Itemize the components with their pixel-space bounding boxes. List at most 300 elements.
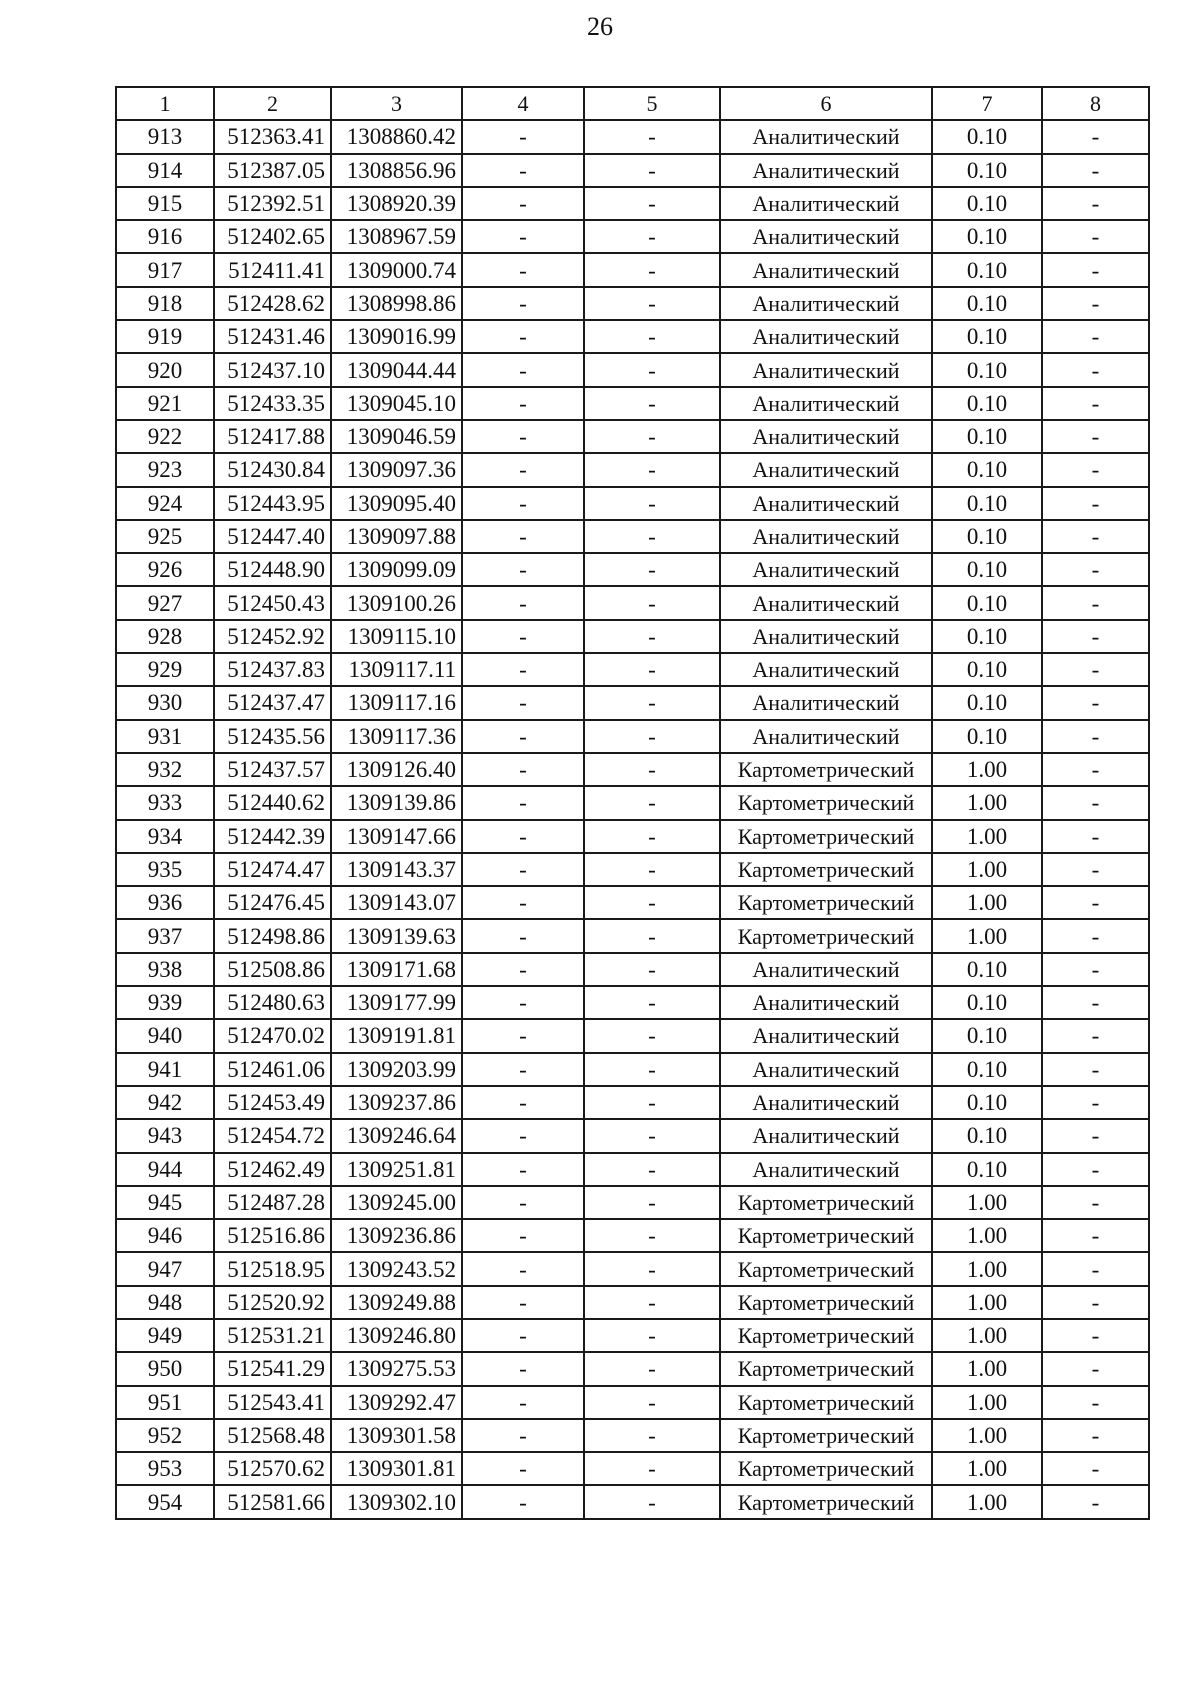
cell-col-4: - bbox=[462, 1219, 584, 1252]
cell-coord-x: 512450.43 bbox=[214, 586, 331, 619]
cell-coord-y: 1309301.58 bbox=[331, 1419, 462, 1452]
cell-accuracy: 1.00 bbox=[932, 1186, 1042, 1219]
cell-accuracy: 0.10 bbox=[932, 986, 1042, 1019]
cell-accuracy: 1.00 bbox=[932, 1252, 1042, 1285]
cell-col-8: - bbox=[1042, 1485, 1149, 1518]
cell-col-4: - bbox=[462, 1352, 584, 1385]
cell-coord-x: 512437.47 bbox=[214, 686, 331, 719]
cell-col-8: - bbox=[1042, 420, 1149, 453]
cell-coord-x: 512498.86 bbox=[214, 919, 331, 952]
cell-coord-y: 1309044.44 bbox=[331, 353, 462, 386]
cell-coord-y: 1309097.88 bbox=[331, 520, 462, 553]
cell-accuracy: 0.10 bbox=[932, 287, 1042, 320]
cell-point-number: 939 bbox=[116, 986, 214, 1019]
cell-col-8: - bbox=[1042, 1386, 1149, 1419]
cell-method: Аналитический bbox=[720, 453, 932, 486]
header-cell: 8 bbox=[1042, 87, 1149, 120]
cell-col-8: - bbox=[1042, 1019, 1149, 1052]
cell-accuracy: 0.10 bbox=[932, 1119, 1042, 1152]
cell-coord-x: 512476.45 bbox=[214, 886, 331, 919]
cell-method: Аналитический bbox=[720, 586, 932, 619]
table-row bbox=[116, 919, 1149, 952]
coordinates-table bbox=[115, 86, 1150, 1520]
cell-accuracy: 0.10 bbox=[932, 387, 1042, 420]
cell-col-4: - bbox=[462, 853, 584, 886]
cell-point-number: 947 bbox=[116, 1252, 214, 1285]
cell-col-5: - bbox=[584, 253, 720, 286]
cell-col-5: - bbox=[584, 1419, 720, 1452]
cell-coord-x: 512453.49 bbox=[214, 1086, 331, 1119]
cell-method: Картометрический bbox=[720, 1485, 932, 1518]
cell-coord-y: 1308856.96 bbox=[331, 154, 462, 187]
table-row bbox=[116, 786, 1149, 819]
cell-point-number: 929 bbox=[116, 653, 214, 686]
cell-accuracy: 0.10 bbox=[932, 553, 1042, 586]
cell-method: Картометрический bbox=[720, 919, 932, 952]
cell-col-8: - bbox=[1042, 353, 1149, 386]
cell-point-number: 938 bbox=[116, 953, 214, 986]
cell-col-8: - bbox=[1042, 1286, 1149, 1319]
table-row bbox=[116, 1419, 1149, 1452]
cell-point-number: 930 bbox=[116, 686, 214, 719]
cell-accuracy: 1.00 bbox=[932, 853, 1042, 886]
table-row bbox=[116, 1386, 1149, 1419]
cell-col-8: - bbox=[1042, 1053, 1149, 1086]
cell-coord-x: 512411.41 bbox=[214, 253, 331, 286]
cell-accuracy: 0.10 bbox=[932, 1053, 1042, 1086]
cell-method: Аналитический bbox=[720, 620, 932, 653]
table-row bbox=[116, 253, 1149, 286]
cell-point-number: 914 bbox=[116, 154, 214, 187]
cell-method: Аналитический bbox=[720, 287, 932, 320]
cell-col-8: - bbox=[1042, 753, 1149, 786]
cell-coord-x: 512428.62 bbox=[214, 287, 331, 320]
cell-method: Аналитический bbox=[720, 553, 932, 586]
cell-point-number: 932 bbox=[116, 753, 214, 786]
table-row bbox=[116, 1119, 1149, 1152]
cell-accuracy: 0.10 bbox=[932, 420, 1042, 453]
cell-point-number: 921 bbox=[116, 387, 214, 420]
cell-point-number: 944 bbox=[116, 1153, 214, 1186]
cell-point-number: 943 bbox=[116, 1119, 214, 1152]
cell-col-4: - bbox=[462, 720, 584, 753]
cell-coord-x: 512448.90 bbox=[214, 553, 331, 586]
cell-point-number: 953 bbox=[116, 1452, 214, 1485]
table-row bbox=[116, 1019, 1149, 1052]
cell-col-5: - bbox=[584, 1219, 720, 1252]
cell-coord-x: 512402.65 bbox=[214, 220, 331, 253]
header-cell: 2 bbox=[214, 87, 331, 120]
cell-col-5: - bbox=[584, 1286, 720, 1319]
table-row bbox=[116, 1252, 1149, 1285]
cell-coord-y: 1309117.36 bbox=[331, 720, 462, 753]
cell-point-number: 936 bbox=[116, 886, 214, 919]
table-row bbox=[116, 620, 1149, 653]
cell-coord-y: 1309095.40 bbox=[331, 487, 462, 520]
cell-col-4: - bbox=[462, 287, 584, 320]
table-row bbox=[116, 420, 1149, 453]
header-cell: 5 bbox=[584, 87, 720, 120]
header-cell: 1 bbox=[116, 87, 214, 120]
cell-col-4: - bbox=[462, 1485, 584, 1518]
cell-point-number: 926 bbox=[116, 553, 214, 586]
cell-coord-y: 1309251.81 bbox=[331, 1153, 462, 1186]
cell-coord-x: 512437.10 bbox=[214, 353, 331, 386]
cell-col-4: - bbox=[462, 1386, 584, 1419]
cell-method: Аналитический bbox=[720, 520, 932, 553]
cell-point-number: 945 bbox=[116, 1186, 214, 1219]
cell-col-4: - bbox=[462, 353, 584, 386]
cell-col-5: - bbox=[584, 1252, 720, 1285]
cell-method: Аналитический bbox=[720, 1086, 932, 1119]
cell-method: Картометрический bbox=[720, 1352, 932, 1385]
cell-method: Аналитический bbox=[720, 220, 932, 253]
cell-point-number: 954 bbox=[116, 1485, 214, 1518]
cell-col-8: - bbox=[1042, 820, 1149, 853]
cell-col-5: - bbox=[584, 953, 720, 986]
cell-col-4: - bbox=[462, 1053, 584, 1086]
cell-col-5: - bbox=[584, 853, 720, 886]
cell-method: Картометрический bbox=[720, 1286, 932, 1319]
cell-method: Аналитический bbox=[720, 653, 932, 686]
cell-coord-y: 1309246.80 bbox=[331, 1319, 462, 1352]
cell-col-5: - bbox=[584, 1319, 720, 1352]
table-row bbox=[116, 820, 1149, 853]
cell-point-number: 946 bbox=[116, 1219, 214, 1252]
cell-coord-y: 1309139.86 bbox=[331, 786, 462, 819]
cell-col-8: - bbox=[1042, 287, 1149, 320]
cell-col-5: - bbox=[584, 1386, 720, 1419]
cell-col-5: - bbox=[584, 487, 720, 520]
table-row bbox=[116, 886, 1149, 919]
cell-coord-x: 512363.41 bbox=[214, 120, 331, 153]
cell-col-4: - bbox=[462, 1153, 584, 1186]
table-row bbox=[116, 353, 1149, 386]
table-row bbox=[116, 187, 1149, 220]
cell-col-4: - bbox=[462, 420, 584, 453]
cell-coord-y: 1309115.10 bbox=[331, 620, 462, 653]
cell-coord-x: 512435.56 bbox=[214, 720, 331, 753]
cell-coord-x: 512461.06 bbox=[214, 1053, 331, 1086]
cell-col-8: - bbox=[1042, 1219, 1149, 1252]
cell-col-4: - bbox=[462, 820, 584, 853]
cell-col-8: - bbox=[1042, 120, 1149, 153]
cell-col-4: - bbox=[462, 1452, 584, 1485]
cell-coord-y: 1309100.26 bbox=[331, 586, 462, 619]
cell-col-5: - bbox=[584, 420, 720, 453]
cell-point-number: 913 bbox=[116, 120, 214, 153]
table-body bbox=[116, 120, 1149, 1518]
header-cell: 4 bbox=[462, 87, 584, 120]
page-number: 26 bbox=[587, 12, 613, 41]
cell-method: Аналитический bbox=[720, 420, 932, 453]
cell-col-5: - bbox=[584, 720, 720, 753]
cell-col-4: - bbox=[462, 520, 584, 553]
cell-coord-y: 1309117.16 bbox=[331, 686, 462, 719]
cell-point-number: 941 bbox=[116, 1053, 214, 1086]
cell-method: Аналитический bbox=[720, 120, 932, 153]
cell-coord-y: 1309143.07 bbox=[331, 886, 462, 919]
cell-accuracy: 0.10 bbox=[932, 353, 1042, 386]
table-row bbox=[116, 753, 1149, 786]
cell-method: Картометрический bbox=[720, 1219, 932, 1252]
cell-coord-x: 512487.28 bbox=[214, 1186, 331, 1219]
cell-coord-y: 1309097.36 bbox=[331, 453, 462, 486]
cell-coord-y: 1309177.99 bbox=[331, 986, 462, 1019]
table-row bbox=[116, 1286, 1149, 1319]
cell-coord-y: 1308860.42 bbox=[331, 120, 462, 153]
cell-accuracy: 0.10 bbox=[932, 154, 1042, 187]
table-row bbox=[116, 1053, 1149, 1086]
cell-col-4: - bbox=[462, 753, 584, 786]
table-row bbox=[116, 520, 1149, 553]
table-row bbox=[116, 1153, 1149, 1186]
cell-coord-x: 512443.95 bbox=[214, 487, 331, 520]
cell-col-8: - bbox=[1042, 1153, 1149, 1186]
cell-method: Аналитический bbox=[720, 1053, 932, 1086]
cell-coord-y: 1309275.53 bbox=[331, 1352, 462, 1385]
cell-coord-y: 1309099.09 bbox=[331, 553, 462, 586]
cell-col-5: - bbox=[584, 686, 720, 719]
cell-accuracy: 0.10 bbox=[932, 720, 1042, 753]
cell-method: Картометрический bbox=[720, 1452, 932, 1485]
header-cell: 3 bbox=[331, 87, 462, 120]
cell-method: Аналитический bbox=[720, 1019, 932, 1052]
cell-coord-y: 1309143.37 bbox=[331, 853, 462, 886]
cell-point-number: 923 bbox=[116, 453, 214, 486]
cell-col-4: - bbox=[462, 1286, 584, 1319]
cell-coord-y: 1308967.59 bbox=[331, 220, 462, 253]
cell-accuracy: 1.00 bbox=[932, 786, 1042, 819]
cell-col-8: - bbox=[1042, 253, 1149, 286]
cell-accuracy: 1.00 bbox=[932, 1319, 1042, 1352]
cell-coord-x: 512417.88 bbox=[214, 420, 331, 453]
cell-point-number: 917 bbox=[116, 253, 214, 286]
table-row bbox=[116, 853, 1149, 886]
cell-col-5: - bbox=[584, 1485, 720, 1518]
cell-point-number: 922 bbox=[116, 420, 214, 453]
cell-col-5: - bbox=[584, 453, 720, 486]
cell-coord-x: 512447.40 bbox=[214, 520, 331, 553]
cell-col-5: - bbox=[584, 986, 720, 1019]
table-row bbox=[116, 720, 1149, 753]
cell-col-8: - bbox=[1042, 1086, 1149, 1119]
cell-col-5: - bbox=[584, 919, 720, 952]
cell-point-number: 940 bbox=[116, 1019, 214, 1052]
cell-col-4: - bbox=[462, 220, 584, 253]
cell-point-number: 916 bbox=[116, 220, 214, 253]
cell-point-number: 919 bbox=[116, 320, 214, 353]
cell-col-4: - bbox=[462, 620, 584, 653]
table-row bbox=[116, 453, 1149, 486]
cell-accuracy: 0.10 bbox=[932, 686, 1042, 719]
cell-col-8: - bbox=[1042, 919, 1149, 952]
cell-coord-x: 512531.21 bbox=[214, 1319, 331, 1352]
cell-col-8: - bbox=[1042, 1252, 1149, 1285]
cell-coord-x: 512480.63 bbox=[214, 986, 331, 1019]
cell-point-number: 949 bbox=[116, 1319, 214, 1352]
cell-point-number: 948 bbox=[116, 1286, 214, 1319]
cell-col-8: - bbox=[1042, 686, 1149, 719]
cell-col-5: - bbox=[584, 220, 720, 253]
cell-accuracy: 0.10 bbox=[932, 1019, 1042, 1052]
cell-method: Аналитический bbox=[720, 686, 932, 719]
cell-coord-x: 512508.86 bbox=[214, 953, 331, 986]
cell-coord-y: 1309302.10 bbox=[331, 1485, 462, 1518]
cell-col-4: - bbox=[462, 586, 584, 619]
cell-col-4: - bbox=[462, 120, 584, 153]
cell-col-8: - bbox=[1042, 487, 1149, 520]
cell-col-5: - bbox=[584, 653, 720, 686]
cell-col-4: - bbox=[462, 320, 584, 353]
cell-point-number: 924 bbox=[116, 487, 214, 520]
cell-coord-x: 512431.46 bbox=[214, 320, 331, 353]
cell-accuracy: 1.00 bbox=[932, 1485, 1042, 1518]
cell-method: Аналитический bbox=[720, 1153, 932, 1186]
cell-accuracy: 1.00 bbox=[932, 1352, 1042, 1385]
cell-col-8: - bbox=[1042, 720, 1149, 753]
cell-col-4: - bbox=[462, 187, 584, 220]
cell-col-5: - bbox=[584, 553, 720, 586]
cell-col-5: - bbox=[584, 187, 720, 220]
table-row bbox=[116, 586, 1149, 619]
cell-col-5: - bbox=[584, 387, 720, 420]
cell-accuracy: 0.10 bbox=[932, 953, 1042, 986]
cell-coord-y: 1309139.63 bbox=[331, 919, 462, 952]
cell-method: Аналитический bbox=[720, 387, 932, 420]
cell-coord-y: 1308998.86 bbox=[331, 287, 462, 320]
cell-accuracy: 0.10 bbox=[932, 253, 1042, 286]
cell-point-number: 915 bbox=[116, 187, 214, 220]
cell-coord-y: 1309203.99 bbox=[331, 1053, 462, 1086]
cell-col-8: - bbox=[1042, 1452, 1149, 1485]
cell-accuracy: 0.10 bbox=[932, 487, 1042, 520]
cell-col-8: - bbox=[1042, 520, 1149, 553]
cell-col-8: - bbox=[1042, 1352, 1149, 1385]
cell-col-5: - bbox=[584, 320, 720, 353]
cell-point-number: 925 bbox=[116, 520, 214, 553]
cell-col-4: - bbox=[462, 1186, 584, 1219]
cell-coord-x: 512454.72 bbox=[214, 1119, 331, 1152]
cell-point-number: 928 bbox=[116, 620, 214, 653]
cell-point-number: 927 bbox=[116, 586, 214, 619]
table-row bbox=[116, 320, 1149, 353]
table-row bbox=[116, 220, 1149, 253]
cell-point-number: 920 bbox=[116, 353, 214, 386]
table-row bbox=[116, 387, 1149, 420]
cell-col-4: - bbox=[462, 953, 584, 986]
table-row bbox=[116, 953, 1149, 986]
cell-coord-x: 512430.84 bbox=[214, 453, 331, 486]
table-row bbox=[116, 154, 1149, 187]
cell-col-8: - bbox=[1042, 387, 1149, 420]
cell-accuracy: 0.10 bbox=[932, 653, 1042, 686]
cell-col-4: - bbox=[462, 487, 584, 520]
cell-coord-x: 512442.39 bbox=[214, 820, 331, 853]
cell-point-number: 935 bbox=[116, 853, 214, 886]
cell-coord-x: 512452.92 bbox=[214, 620, 331, 653]
cell-coord-y: 1309237.86 bbox=[331, 1086, 462, 1119]
table-row bbox=[116, 1485, 1149, 1518]
cell-col-5: - bbox=[584, 820, 720, 853]
cell-col-8: - bbox=[1042, 1119, 1149, 1152]
cell-coord-y: 1309045.10 bbox=[331, 387, 462, 420]
cell-coord-x: 512520.92 bbox=[214, 1286, 331, 1319]
cell-col-4: - bbox=[462, 786, 584, 819]
cell-coord-y: 1309000.74 bbox=[331, 253, 462, 286]
cell-col-5: - bbox=[584, 586, 720, 619]
cell-col-8: - bbox=[1042, 853, 1149, 886]
cell-col-4: - bbox=[462, 387, 584, 420]
cell-method: Аналитический bbox=[720, 953, 932, 986]
cell-col-8: - bbox=[1042, 620, 1149, 653]
cell-method: Картометрический bbox=[720, 820, 932, 853]
cell-coord-y: 1309016.99 bbox=[331, 320, 462, 353]
table-row bbox=[116, 553, 1149, 586]
cell-col-4: - bbox=[462, 553, 584, 586]
cell-point-number: 942 bbox=[116, 1086, 214, 1119]
cell-col-8: - bbox=[1042, 1319, 1149, 1352]
cell-coord-y: 1309191.81 bbox=[331, 1019, 462, 1052]
cell-accuracy: 1.00 bbox=[932, 1452, 1042, 1485]
cell-col-4: - bbox=[462, 986, 584, 1019]
cell-coord-y: 1309171.68 bbox=[331, 953, 462, 986]
cell-method: Картометрический bbox=[720, 786, 932, 819]
table-row bbox=[116, 287, 1149, 320]
cell-col-8: - bbox=[1042, 653, 1149, 686]
cell-accuracy: 0.10 bbox=[932, 320, 1042, 353]
cell-col-5: - bbox=[584, 753, 720, 786]
cell-coord-x: 512433.35 bbox=[214, 387, 331, 420]
cell-coord-y: 1309292.47 bbox=[331, 1386, 462, 1419]
cell-point-number: 918 bbox=[116, 287, 214, 320]
header-cell: 6 bbox=[720, 87, 932, 120]
cell-coord-x: 512474.47 bbox=[214, 853, 331, 886]
cell-coord-x: 512516.86 bbox=[214, 1219, 331, 1252]
cell-method: Аналитический bbox=[720, 154, 932, 187]
header-row bbox=[116, 87, 1149, 120]
cell-col-5: - bbox=[584, 1153, 720, 1186]
cell-col-4: - bbox=[462, 154, 584, 187]
table-row bbox=[116, 986, 1149, 1019]
cell-accuracy: 0.10 bbox=[932, 620, 1042, 653]
cell-method: Картометрический bbox=[720, 1319, 932, 1352]
cell-accuracy: 1.00 bbox=[932, 820, 1042, 853]
cell-col-4: - bbox=[462, 1252, 584, 1285]
cell-col-5: - bbox=[584, 786, 720, 819]
cell-col-8: - bbox=[1042, 886, 1149, 919]
cell-coord-x: 512392.51 bbox=[214, 187, 331, 220]
cell-col-4: - bbox=[462, 886, 584, 919]
cell-col-4: - bbox=[462, 1319, 584, 1352]
cell-method: Аналитический bbox=[720, 1119, 932, 1152]
cell-coord-x: 512437.83 bbox=[214, 653, 331, 686]
cell-coord-x: 512543.41 bbox=[214, 1386, 331, 1419]
cell-col-4: - bbox=[462, 1019, 584, 1052]
table-row bbox=[116, 686, 1149, 719]
cell-col-8: - bbox=[1042, 1419, 1149, 1452]
cell-method: Картометрический bbox=[720, 853, 932, 886]
cell-coord-y: 1309301.81 bbox=[331, 1452, 462, 1485]
cell-coord-x: 512470.02 bbox=[214, 1019, 331, 1052]
cell-accuracy: 0.10 bbox=[932, 120, 1042, 153]
cell-coord-y: 1309245.00 bbox=[331, 1186, 462, 1219]
cell-method: Аналитический bbox=[720, 353, 932, 386]
cell-method: Картометрический bbox=[720, 1252, 932, 1285]
cell-coord-x: 512568.48 bbox=[214, 1419, 331, 1452]
cell-point-number: 931 bbox=[116, 720, 214, 753]
cell-col-5: - bbox=[584, 520, 720, 553]
